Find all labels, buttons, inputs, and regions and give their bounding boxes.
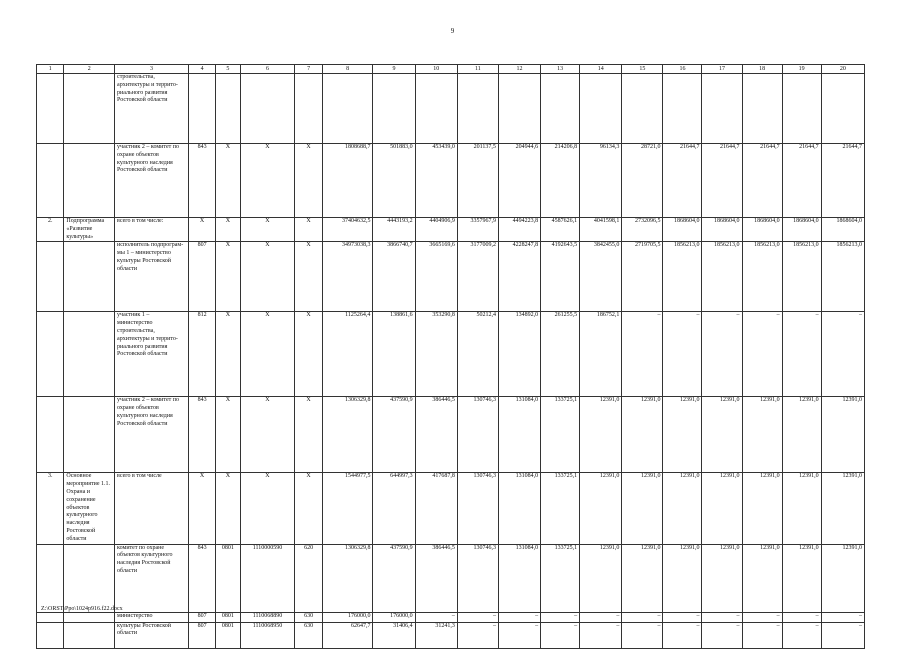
value-cell: Х: [216, 397, 240, 473]
col-number: 2: [64, 65, 115, 74]
row-name-cell: [64, 622, 115, 648]
value-cell: 12391,0: [702, 544, 742, 612]
value-cell: 807: [188, 622, 215, 648]
value-cell: 12391,0: [702, 473, 742, 544]
row-index-cell: [37, 312, 64, 397]
col-number: 20: [821, 65, 864, 74]
value-cell: –: [702, 612, 742, 622]
col-number: 13: [541, 65, 580, 74]
value-cell: 12391,0: [580, 397, 622, 473]
value-cell: –: [457, 612, 498, 622]
value-cell: –: [622, 622, 663, 648]
value-cell: 1856213,0: [821, 242, 864, 312]
value-cell: [580, 74, 622, 144]
col-number: 6: [240, 65, 295, 74]
value-cell: 1856213,0: [782, 242, 821, 312]
row-executor-cell: всего в том числе: [115, 473, 189, 544]
value-cell: –: [742, 622, 782, 648]
value-cell: 133725,1: [541, 473, 580, 544]
value-cell: 12391,0: [742, 397, 782, 473]
value-cell: 12391,0: [622, 473, 663, 544]
row-index-cell: [37, 622, 64, 648]
value-cell: 843: [188, 544, 215, 612]
value-cell: –: [622, 312, 663, 397]
value-cell: –: [580, 612, 622, 622]
col-number: 14: [580, 65, 622, 74]
value-cell: 1868604,0: [821, 218, 864, 242]
value-cell: Х: [240, 144, 295, 218]
value-cell: 204944,6: [498, 144, 540, 218]
value-cell: –: [742, 612, 782, 622]
value-cell: –: [782, 612, 821, 622]
value-cell: 1856213,0: [663, 242, 702, 312]
value-cell: 3177009,2: [457, 242, 498, 312]
row-executor-cell: участник 2 – комитет по охране объектов культурного наследия Ростовской области: [115, 144, 189, 218]
value-cell: Х: [295, 473, 322, 544]
value-cell: Х: [295, 312, 322, 397]
value-cell: –: [541, 622, 580, 648]
value-cell: 417687,8: [415, 473, 457, 544]
row-index-cell: [37, 544, 64, 612]
value-cell: 31406,4: [373, 622, 415, 648]
value-cell: 12391,0: [782, 473, 821, 544]
file-path-footer: Z:\ORST\Ppo\1024p916.f22.docx: [41, 606, 123, 612]
value-cell: –: [580, 622, 622, 648]
col-number: 15: [622, 65, 663, 74]
value-cell: 1110068890: [240, 612, 295, 622]
value-cell: Х: [240, 397, 295, 473]
table-row: [37, 622, 865, 648]
value-cell: [742, 74, 782, 144]
value-cell: 2719705,5: [622, 242, 663, 312]
value-cell: 176000,0: [322, 612, 373, 622]
value-cell: Х: [295, 397, 322, 473]
value-cell: 3842455,0: [580, 242, 622, 312]
value-cell: [702, 74, 742, 144]
value-cell: 807: [188, 612, 215, 622]
value-cell: 12391,0: [663, 473, 702, 544]
value-cell: 386446,5: [415, 397, 457, 473]
value-cell: 12391,0: [580, 544, 622, 612]
value-cell: 21644,7: [663, 144, 702, 218]
col-number: 11: [457, 65, 498, 74]
value-cell: 1110000590: [240, 544, 295, 612]
value-cell: 1544977,5: [322, 473, 373, 544]
row-name-cell: [64, 242, 115, 312]
value-cell: 1856213,0: [742, 242, 782, 312]
value-cell: 12391,0: [821, 397, 864, 473]
value-cell: 1306329,8: [322, 397, 373, 473]
value-cell: –: [415, 612, 457, 622]
col-number: 4: [188, 65, 215, 74]
value-cell: Х: [216, 218, 240, 242]
budget-table: [36, 64, 865, 649]
table-row: [37, 473, 865, 544]
value-cell: [188, 74, 215, 144]
value-cell: Х: [295, 242, 322, 312]
value-cell: 34973038,3: [322, 242, 373, 312]
value-cell: 3357967,9: [457, 218, 498, 242]
value-cell: Х: [240, 312, 295, 397]
row-name-cell: [64, 397, 115, 473]
row-executor-cell: участник 1 – министерство строительства, архитектуры и террито-риального развития Ростовской области: [115, 312, 189, 397]
value-cell: [295, 74, 322, 144]
value-cell: –: [457, 622, 498, 648]
row-executor-cell: культуры Ростовской области: [115, 622, 189, 648]
value-cell: 4228247,8: [498, 242, 540, 312]
row-name-cell: Основное мероприятие 1.1. Охрана и сохранение объектов культурного наследия Ростовской области: [64, 473, 115, 544]
value-cell: [622, 74, 663, 144]
value-cell: [821, 74, 864, 144]
value-cell: 4192643,5: [541, 242, 580, 312]
value-cell: 620: [295, 544, 322, 612]
row-name-cell: [64, 612, 115, 622]
value-cell: –: [663, 312, 702, 397]
value-cell: 133725,1: [541, 397, 580, 473]
row-name-cell: [64, 312, 115, 397]
value-cell: Х: [240, 242, 295, 312]
value-cell: 1868604,0: [782, 218, 821, 242]
value-cell: –: [821, 622, 864, 648]
value-cell: 437590,9: [373, 397, 415, 473]
value-cell: 201137,5: [457, 144, 498, 218]
value-cell: 4443193,2: [373, 218, 415, 242]
value-cell: Х: [216, 242, 240, 312]
value-cell: –: [702, 622, 742, 648]
value-cell: –: [782, 312, 821, 397]
value-cell: –: [821, 312, 864, 397]
value-cell: 501883,0: [373, 144, 415, 218]
row-index-cell: [37, 74, 64, 144]
value-cell: 186752,1: [580, 312, 622, 397]
value-cell: 12391,0: [663, 397, 702, 473]
value-cell: [240, 74, 295, 144]
value-cell: Х: [188, 473, 215, 544]
value-cell: 12391,0: [821, 473, 864, 544]
col-number: 10: [415, 65, 457, 74]
value-cell: [216, 74, 240, 144]
col-number: 16: [663, 65, 702, 74]
table-row: [37, 397, 865, 473]
value-cell: [663, 74, 702, 144]
row-index-cell: [37, 397, 64, 473]
value-cell: 62647,7: [322, 622, 373, 648]
column-number-row: [37, 65, 865, 74]
value-cell: [415, 74, 457, 144]
value-cell: 12391,0: [821, 544, 864, 612]
row-executor-cell: строительства, архитектуры и террито-риального развития Ростовской области: [115, 74, 189, 144]
table-row: [37, 144, 865, 218]
value-cell: 21644,7: [742, 144, 782, 218]
value-cell: 1856213,0: [702, 242, 742, 312]
col-number: 3: [115, 65, 189, 74]
value-cell: 176000,0: [373, 612, 415, 622]
value-cell: 12391,0: [622, 397, 663, 473]
value-cell: 4404906,9: [415, 218, 457, 242]
value-cell: 12391,0: [782, 544, 821, 612]
value-cell: Х: [295, 144, 322, 218]
value-cell: 12391,0: [663, 544, 702, 612]
value-cell: –: [742, 312, 782, 397]
value-cell: 12391,0: [742, 473, 782, 544]
row-index-cell: 2.: [37, 218, 64, 242]
value-cell: 133725,1: [541, 544, 580, 612]
value-cell: –: [498, 612, 540, 622]
col-number: 18: [742, 65, 782, 74]
table-row: [37, 218, 865, 242]
value-cell: 130746,3: [457, 397, 498, 473]
value-cell: 21644,7: [821, 144, 864, 218]
value-cell: 1808688,7: [322, 144, 373, 218]
value-cell: 28721,0: [622, 144, 663, 218]
value-cell: 12391,0: [782, 397, 821, 473]
value-cell: 353290,8: [415, 312, 457, 397]
row-executor-cell: всего в том числе:: [115, 218, 189, 242]
value-cell: 130746,3: [457, 473, 498, 544]
col-number: 19: [782, 65, 821, 74]
value-cell: 630: [295, 622, 322, 648]
value-cell: 1868604,0: [663, 218, 702, 242]
value-cell: Х: [295, 218, 322, 242]
page-number: 9: [450, 27, 455, 35]
value-cell: 12391,0: [622, 544, 663, 612]
value-cell: Х: [216, 473, 240, 544]
col-number: 1: [37, 65, 64, 74]
value-cell: 1306329,8: [322, 544, 373, 612]
row-index-cell: [37, 242, 64, 312]
value-cell: [373, 74, 415, 144]
value-cell: Х: [216, 144, 240, 218]
value-cell: 50212,4: [457, 312, 498, 397]
row-index-cell: [37, 612, 64, 622]
value-cell: Х: [240, 218, 295, 242]
value-cell: [457, 74, 498, 144]
col-number: 9: [373, 65, 415, 74]
value-cell: 386446,5: [415, 544, 457, 612]
value-cell: –: [782, 622, 821, 648]
value-cell: 21644,7: [702, 144, 742, 218]
value-cell: –: [663, 622, 702, 648]
value-cell: 1125264,4: [322, 312, 373, 397]
value-cell: 214206,8: [541, 144, 580, 218]
value-cell: 31241,3: [415, 622, 457, 648]
row-executor-cell: исполнитель подпрограм-мы 1 – министерство культуры Ростовской области: [115, 242, 189, 312]
value-cell: 630: [295, 612, 322, 622]
value-cell: 134892,0: [498, 312, 540, 397]
value-cell: 3866740,7: [373, 242, 415, 312]
col-number: 17: [702, 65, 742, 74]
value-cell: –: [541, 612, 580, 622]
row-name-cell: [64, 74, 115, 144]
value-cell: –: [702, 312, 742, 397]
value-cell: 96134,3: [580, 144, 622, 218]
value-cell: 21644,7: [782, 144, 821, 218]
value-cell: 843: [188, 144, 215, 218]
value-cell: 131084,0: [498, 397, 540, 473]
row-index-cell: [37, 144, 64, 218]
value-cell: Х: [216, 312, 240, 397]
row-name-cell: [64, 544, 115, 612]
value-cell: Х: [188, 218, 215, 242]
table-row: [37, 612, 865, 622]
value-cell: –: [622, 612, 663, 622]
value-cell: 644997,3: [373, 473, 415, 544]
table-row: [37, 74, 865, 144]
value-cell: 812: [188, 312, 215, 397]
value-cell: [322, 74, 373, 144]
table-row: [37, 312, 865, 397]
value-cell: [541, 74, 580, 144]
col-number: 12: [498, 65, 540, 74]
value-cell: 130746,3: [457, 544, 498, 612]
value-cell: 12391,0: [702, 397, 742, 473]
value-cell: 12391,0: [580, 473, 622, 544]
value-cell: 4494223,8: [498, 218, 540, 242]
value-cell: 1110068950: [240, 622, 295, 648]
value-cell: 2732096,5: [622, 218, 663, 242]
value-cell: 0801: [216, 622, 240, 648]
value-cell: 261255,5: [541, 312, 580, 397]
value-cell: [498, 74, 540, 144]
value-cell: 437590,9: [373, 544, 415, 612]
value-cell: 131084,0: [498, 473, 540, 544]
value-cell: 1868604,0: [742, 218, 782, 242]
row-executor-cell: участник 2 – комитет по охране объектов культурного наследия Ростовской области: [115, 397, 189, 473]
value-cell: 453439,0: [415, 144, 457, 218]
value-cell: –: [498, 622, 540, 648]
row-executor-cell: министерство: [115, 612, 189, 622]
value-cell: 3665169,6: [415, 242, 457, 312]
row-name-cell: Подпрограмма «Развитие культуры»: [64, 218, 115, 242]
row-executor-cell: комитет по охране объектов культурного наследия Ростовской области: [115, 544, 189, 612]
value-cell: 138861,6: [373, 312, 415, 397]
value-cell: 12391,0: [742, 544, 782, 612]
table-row: [37, 242, 865, 312]
table-row: [37, 544, 865, 612]
value-cell: 0801: [216, 544, 240, 612]
value-cell: 843: [188, 397, 215, 473]
value-cell: [782, 74, 821, 144]
value-cell: 4041598,1: [580, 218, 622, 242]
value-cell: –: [663, 612, 702, 622]
row-name-cell: [64, 144, 115, 218]
value-cell: 807: [188, 242, 215, 312]
col-number: 8: [322, 65, 373, 74]
col-number: 7: [295, 65, 322, 74]
value-cell: 131084,0: [498, 544, 540, 612]
value-cell: 1868604,0: [702, 218, 742, 242]
value-cell: 37404632,5: [322, 218, 373, 242]
value-cell: Х: [240, 473, 295, 544]
value-cell: –: [821, 612, 864, 622]
value-cell: 0801: [216, 612, 240, 622]
col-number: 5: [216, 65, 240, 74]
value-cell: 4587626,1: [541, 218, 580, 242]
row-index-cell: 3.: [37, 473, 64, 544]
